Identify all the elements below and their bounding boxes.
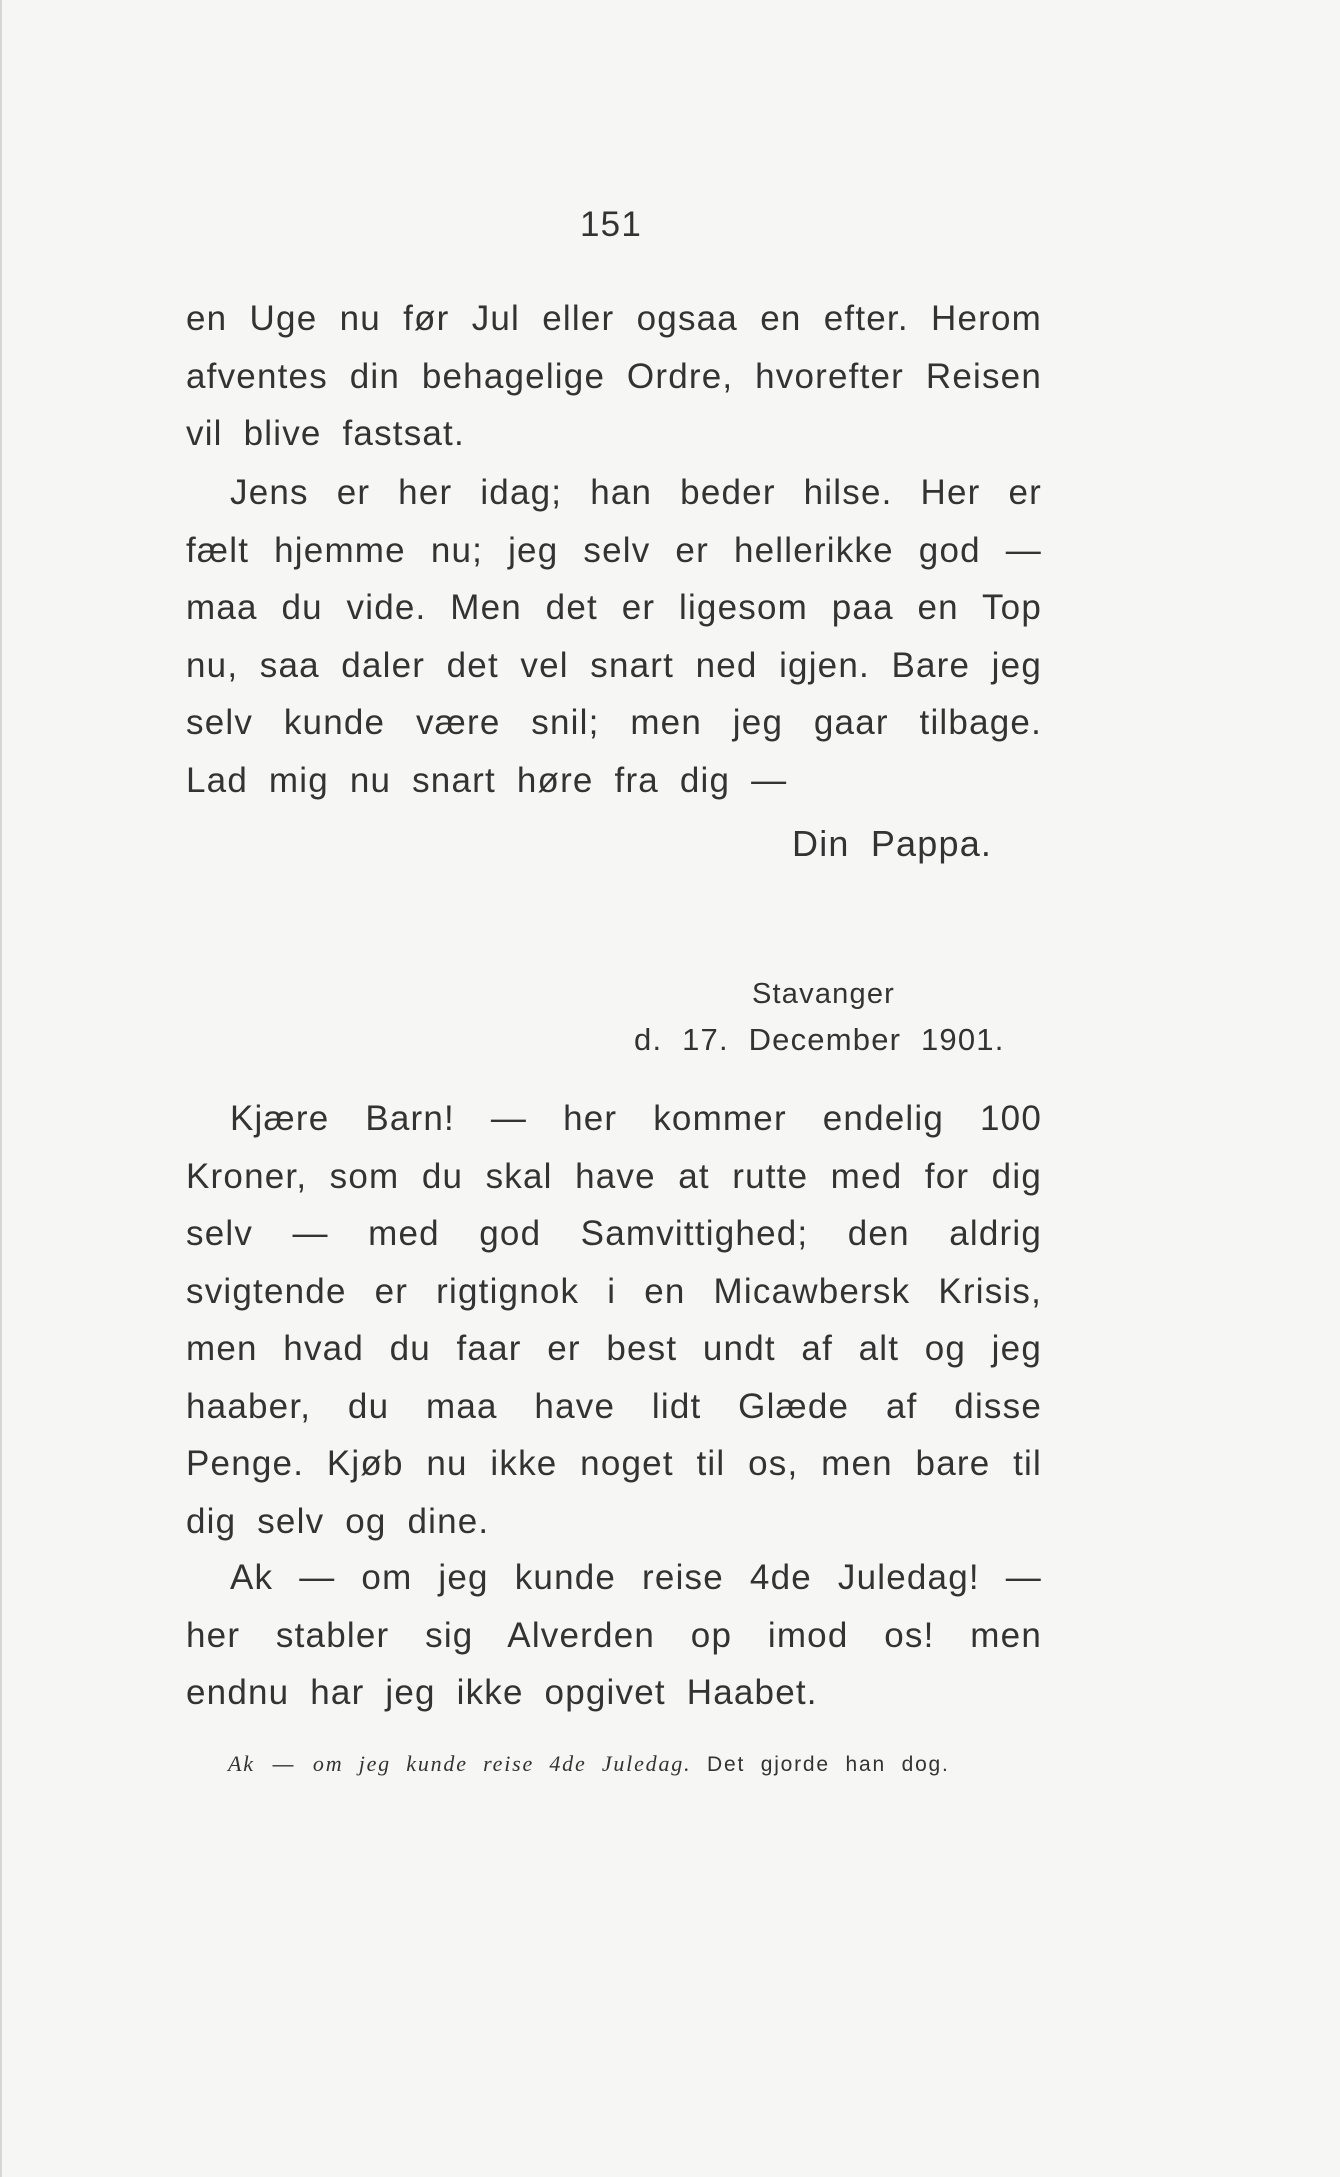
footnote-dash: —: [272, 1753, 296, 1776]
paragraph-3-text: Kjære Barn! — her kommer endelig 100 Kroner, som du skal have at rutte med for dig selv — med god Samvittighed; den aldrig svigtende er rigtignok i en Micawbersk Krisis, men hvad du faar er best undt af alt og jeg haaber, du maa have lidt Glæde af disse Penge. Kjøb nu ikke noget til os, men bare til dig selv og dine.: [186, 1099, 1042, 1541]
paragraph-1-text: en Uge nu før Jul eller ogsaa en efter. Herom afventes din behagelige Ordre, hvorefter Reisen vil blive fastsat.: [186, 299, 1042, 453]
footnote: [228, 1751, 950, 1777]
footnote-regular-text: Det gjorde han dog.: [707, 1753, 950, 1776]
paragraph-2: [186, 464, 1042, 809]
page-number: 151: [580, 205, 642, 244]
paragraph-4-text: Ak — om jeg kunde reise 4de Juledag! — her stabler sig Alverden op imod os! men endnu har jeg ikke opgivet Haabet.: [186, 1558, 1042, 1712]
letter-place: Stavanger: [752, 978, 895, 1010]
signature: Din Pappa.: [792, 823, 993, 864]
paragraph-1: [186, 290, 1042, 463]
letter-date: d. 17. December 1901.: [634, 1022, 1005, 1057]
paragraph-3: [186, 1090, 1042, 1550]
footnote-italic-start: Ak: [228, 1751, 255, 1776]
footnote-italic-quote: om jeg kunde reise 4de Juledag.: [312, 1751, 692, 1776]
paragraph-2-text: Jens er her idag; han beder hilse. Her er fælt hjemme nu; jeg selv er hellerikke god — maa du vide. Men det er ligesom paa en Top nu, saa daler det vel snart ned igjen. Bare jeg selv kunde være snil; men jeg gaar tilbage. Lad mig nu snart høre fra dig —: [186, 473, 1042, 800]
paragraph-4: [186, 1549, 1042, 1722]
